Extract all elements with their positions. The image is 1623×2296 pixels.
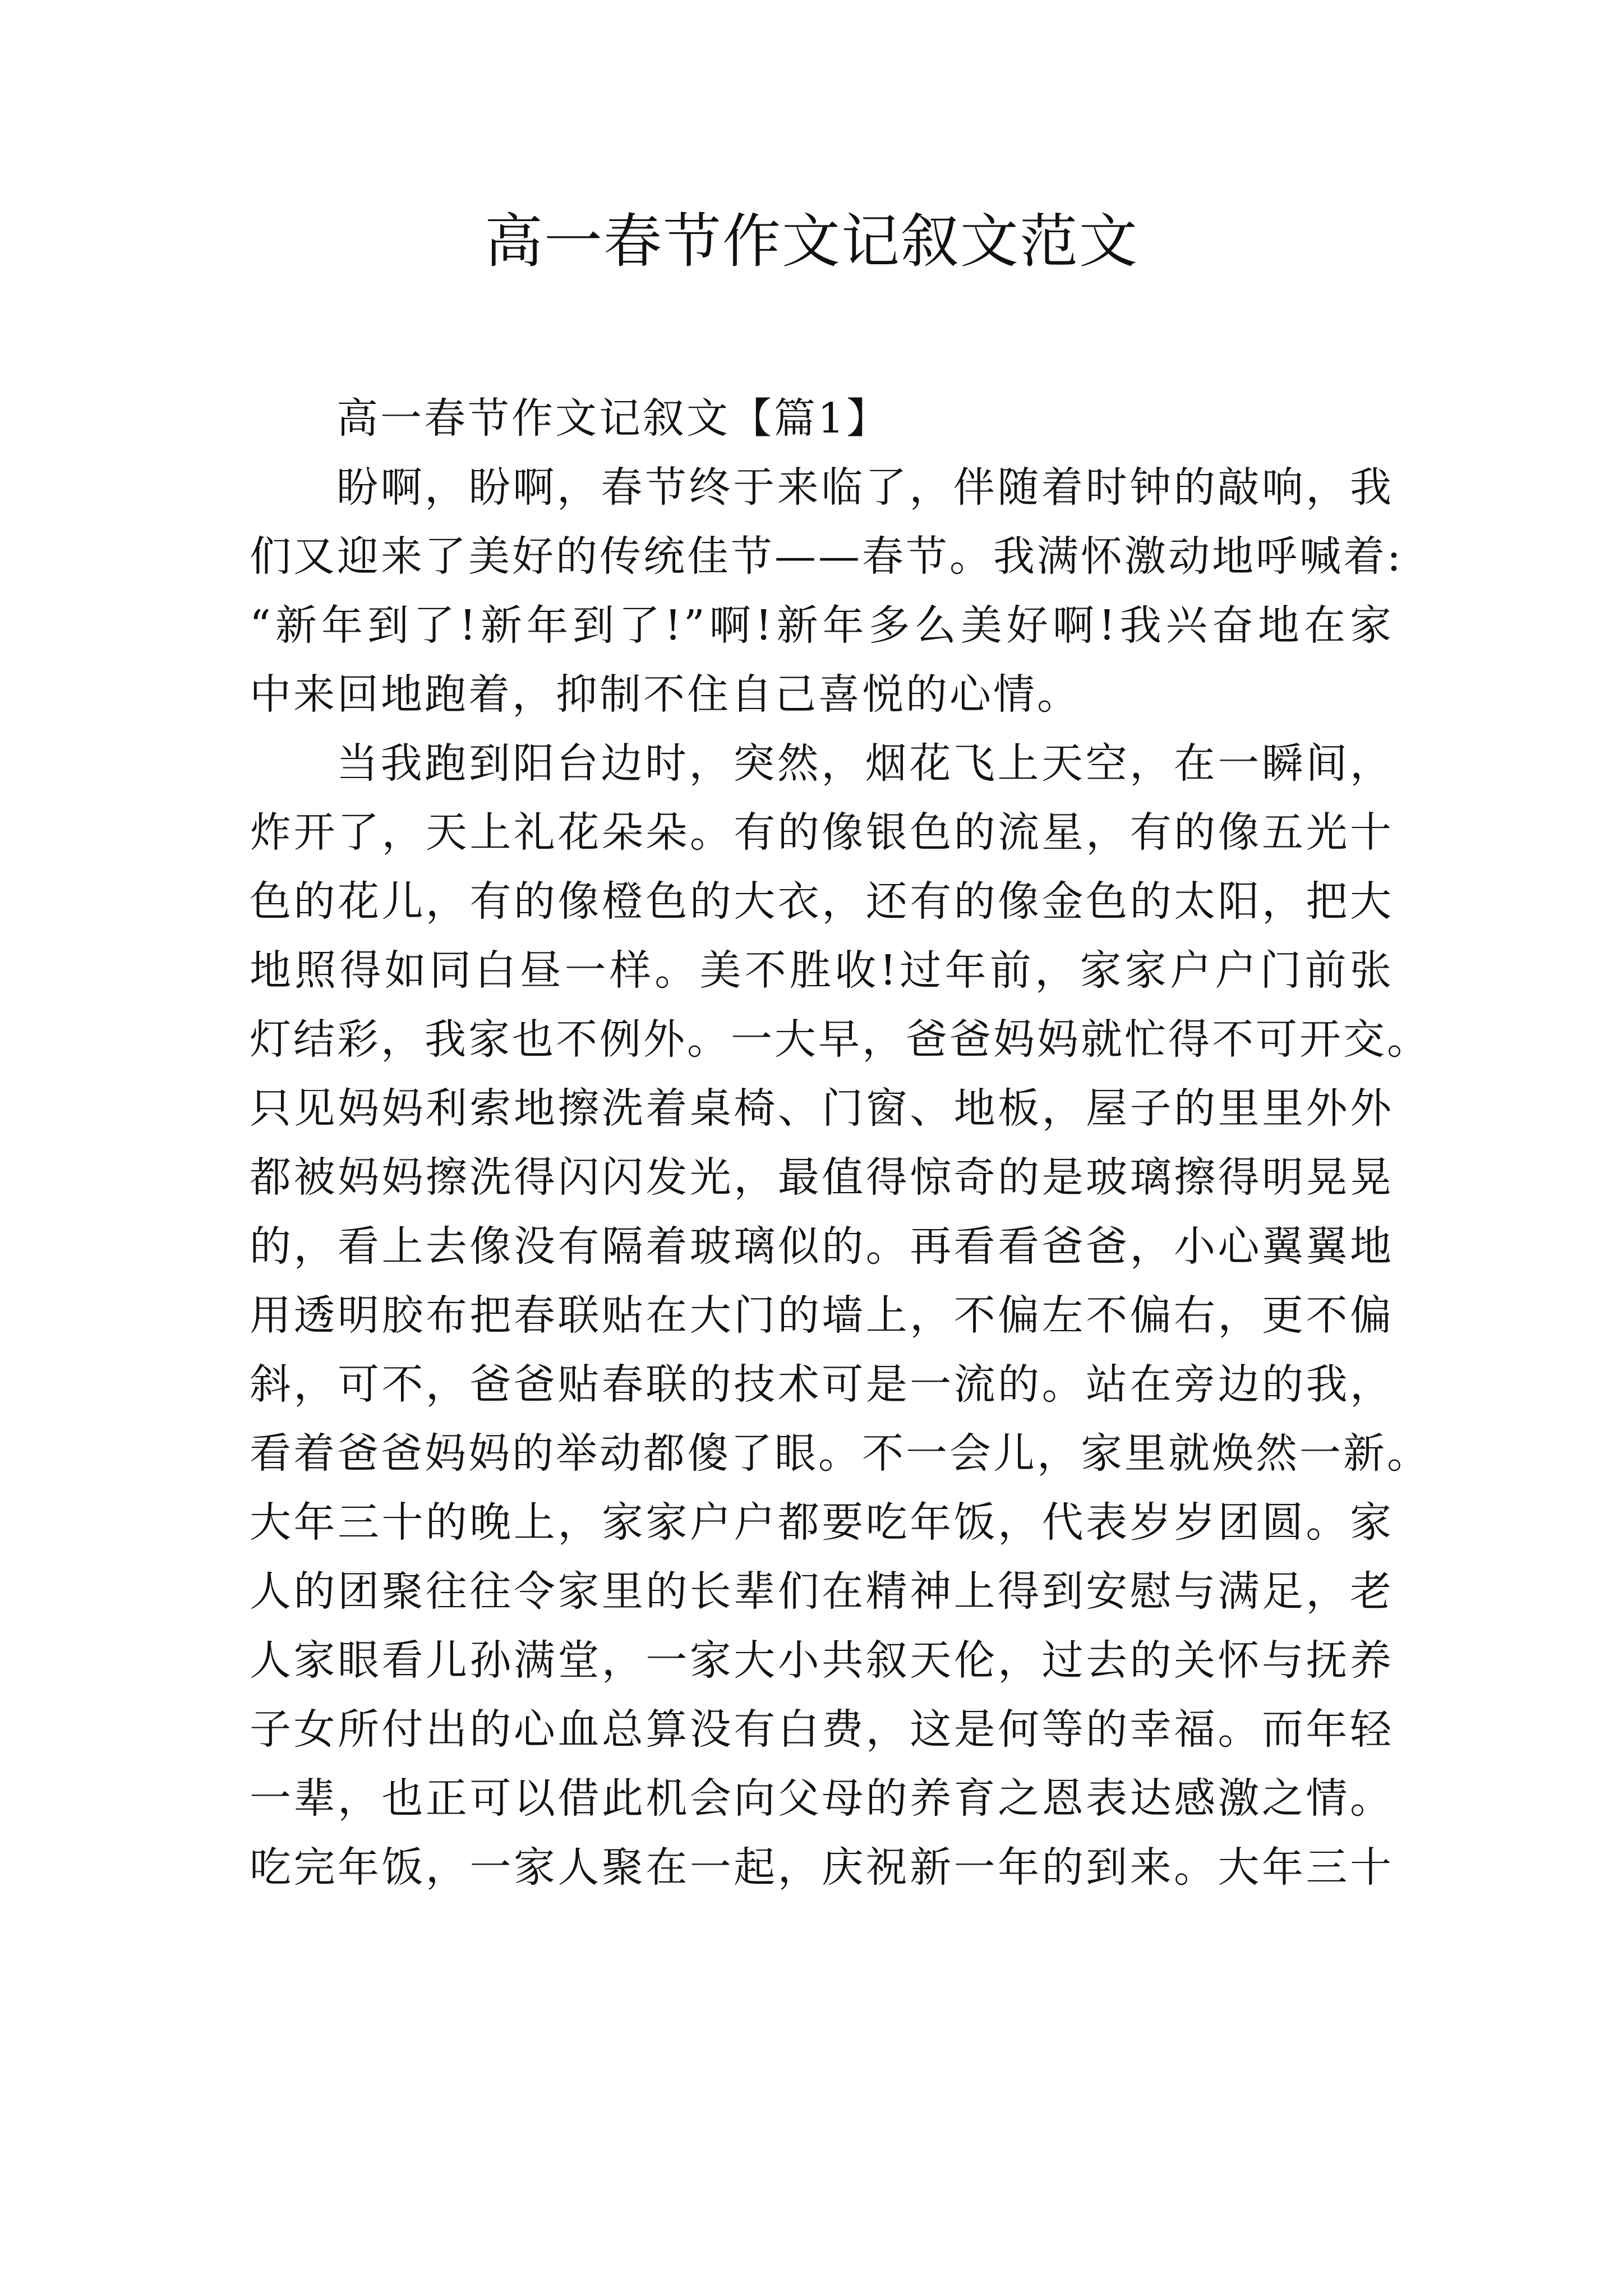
text-line: 人的团聚往往令家里的长辈们在精神上得到安慰与满足，老: [250, 1567, 1394, 1616]
text-line: 人家眼看儿孙满堂，一家大小共叙天伦，过去的关怀与抚养: [250, 1636, 1394, 1685]
text-line: “新年到了!新年到了!”啊!新年多么美好啊!我兴奋地在家: [250, 601, 1394, 650]
text-line: 中来回地跑着，抑制不住自己喜悦的心情。: [250, 670, 1081, 719]
text-line: 色的花儿，有的像橙色的大衣，还有的像金色的太阳，把大: [250, 877, 1394, 926]
text-line: 地照得如同白昼一样。美不胜收!过年前，家家户户门前张: [250, 946, 1394, 995]
text-line: 大年三十的晚上，家家户户都要吃年饭，代表岁岁团圆。家: [250, 1498, 1394, 1547]
text-line: 吃完年饭，一家人聚在一起，庆祝新一年的到来。大年三十: [250, 1843, 1394, 1892]
text-line: 当我跑到阳台边时，突然，烟花飞上天空，在一瞬间，: [336, 739, 1394, 788]
text-line: 用透明胶布把春联贴在大门的墙上，不偏左不偏右，更不偏: [250, 1291, 1394, 1340]
text-line: 灯结彩，我家也不例外。一大早，爸爸妈妈就忙得不可开交。: [250, 1015, 1431, 1064]
document-body: [250, 384, 1431, 1902]
text-line: 子女所付出的心血总算没有白费，这是何等的幸福。而年轻: [250, 1705, 1394, 1754]
document-title: 高一春节作文记叙文范文: [484, 207, 1138, 275]
text-line: 的，看上去像没有隔着玻璃似的。再看看爸爸，小心翼翼地: [250, 1222, 1394, 1271]
text-line: 盼啊，盼啊，春节终于来临了，伴随着时钟的敲响，我: [336, 463, 1394, 512]
section-heading: 高一春节作文记叙文【篇1】: [336, 394, 891, 443]
text-line: 只见妈妈利索地擦洗着桌椅、门窗、地板，屋子的里里外外: [250, 1084, 1394, 1133]
text-line: 斜，可不，爸爸贴春联的技术可是一流的。站在旁边的我，: [250, 1360, 1394, 1409]
text-line: 看着爸爸妈妈的举动都傻了眼。不一会儿，家里就焕然一新。: [250, 1429, 1431, 1478]
text-line: 炸开了，天上礼花朵朵。有的像银色的流星，有的像五光十: [250, 808, 1394, 857]
text-line: 们又迎来了美好的传统佳节——春节。我满怀激动地呼喊着:: [250, 532, 1403, 581]
text-line: 一辈，也正可以借此机会向父母的养育之恩表达感激之情。: [250, 1774, 1394, 1823]
text-line: 都被妈妈擦洗得闪闪发光，最值得惊奇的是玻璃擦得明晃晃: [250, 1153, 1394, 1202]
